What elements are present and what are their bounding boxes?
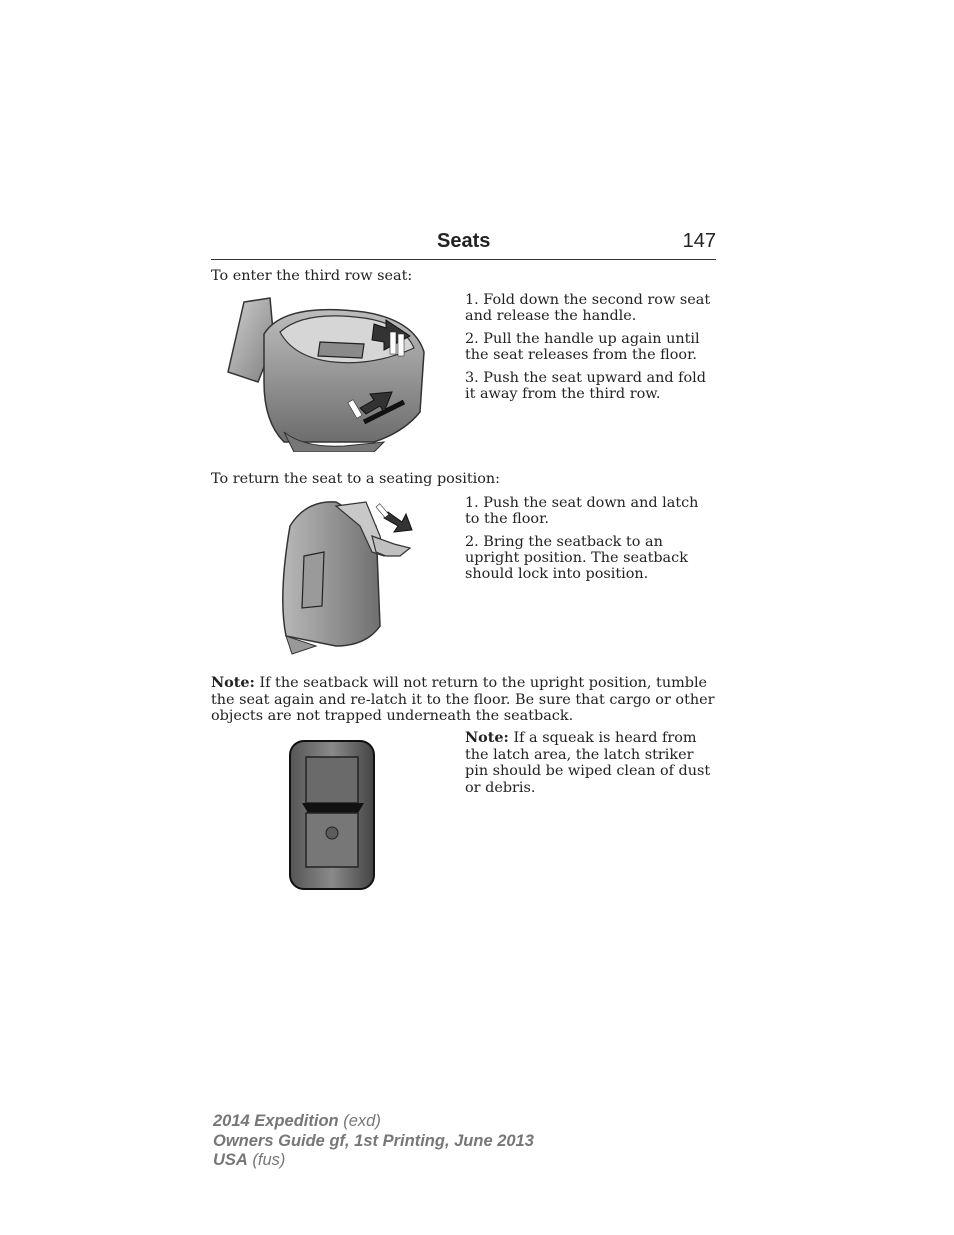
enter-steps [465, 292, 717, 409]
footer-line-2: Owners Guide gf, 1st Printing, June 2013 [213, 1131, 534, 1150]
enter-step-2: 2. Pull the handle up again until the seat releases from the floor. [465, 331, 700, 363]
fold-seat-illustration [224, 292, 430, 452]
page-header [211, 228, 716, 260]
return-step-1: 1. Push the seat down and latch to the floor. [465, 495, 699, 527]
latch-striker-illustration [288, 739, 376, 891]
return-step-2: 2. Bring the seatback to an upright position. The seatback should lock into position. [465, 534, 688, 582]
footer-market-code: (fus) [247, 1151, 286, 1169]
note-label: Note: [211, 674, 255, 691]
section-title: Seats [437, 230, 491, 252]
footer-model-code: (exd) [338, 1112, 381, 1130]
page-footer [213, 1112, 534, 1171]
note-text: If a squeak is heard from the latch area, the latch striker pin should be wiped clean of dust or debris. [465, 730, 711, 796]
footer-market: USA [213, 1151, 248, 1169]
note-text: If the seatback will not return to the upright position, tumble the seat again and re-latch it to the floor. Be sure that cargo or other objects are not trapped underneath the seatback. [211, 675, 715, 724]
enter-step-3: 3. Push the seat upward and fold it away from the third row. [465, 370, 706, 402]
note-seatback [211, 675, 716, 725]
footer-model: 2014 Expedition [213, 1112, 339, 1130]
enter-step-1: 1. Fold down the second row seat and release the handle. [465, 292, 711, 324]
note-label: Note: [465, 729, 509, 746]
return-steps [465, 495, 717, 589]
page-number: 147 [682, 230, 716, 252]
note-squeak [465, 730, 717, 796]
footer-line-1 [213, 1112, 534, 1132]
footer-line-3 [213, 1151, 534, 1171]
enter-intro: To enter the third row seat: [211, 268, 413, 284]
upright-seat-illustration [276, 496, 416, 658]
return-intro: To return the seat to a seating position: [211, 471, 500, 487]
